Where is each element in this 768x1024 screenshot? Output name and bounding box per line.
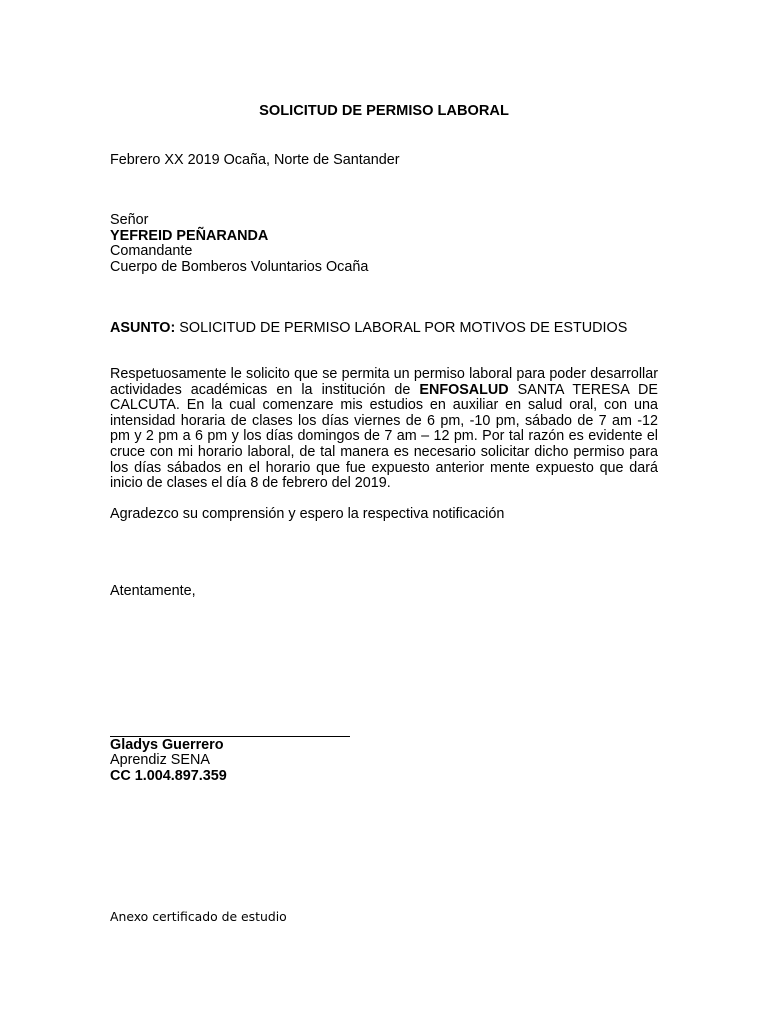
signer-id: CC 1.004.897.359 [110,767,227,784]
recipient-block [110,213,658,276]
subject-text: SOLICITUD DE PERMISO LABORAL POR MOTIVOS DE ESTUDIOS [175,320,628,336]
date-line: Febrero XX 2019 Ocaña, Norte de Santander [110,152,400,168]
subject-line [110,321,658,337]
closing-line: Atentamente, [110,583,196,599]
recipient-name: YEFREID PEÑARANDA [110,227,269,244]
body-paragraph [110,367,658,492]
body-text-part2: SANTA TERESA DE CALCUTA. En la cual comenzare mis estudios en auxiliar en salud oral, con una intensidad horaria de clases los días viernes de 6 pm, -10 pm, sábado de 7 am -12 pm y 2 pm a 6 pm y los días domingos de 7 am – 12 pm. Por tal razón es evidente el cruce con mi horario laboral, de tal manera es necesario solicitar dicho permiso para los días sábados en el horario que fue expuesto anterior mente expuesto que dará inicio de clases el día 8 de febrero del 2019. [110,381,658,492]
recipient-position: Comandante [110,243,193,260]
document-title: SOLICITUD DE PERMISO LABORAL [259,103,509,119]
signer-role: Aprendiz SENA [110,752,210,769]
recipient-organization: Cuerpo de Bomberos Voluntarios Ocaña [110,259,369,276]
thanks-line: Agradezco su comprensión y espero la respectiva notificación [110,506,505,522]
institution-name: ENFOSALUD [419,381,509,398]
signer-name: Gladys Guerrero [110,737,224,753]
recipient-salutation: Señor [110,212,149,228]
body-text-part1: Respetuosamente le solicito que se permita un permiso laboral para poder desarrollar actividades académicas en la institución de [110,366,658,398]
signer-block [110,738,658,784]
subject-label: ASUNTO: [110,320,176,336]
annex-note: Anexo certificado de estudio [110,909,287,924]
